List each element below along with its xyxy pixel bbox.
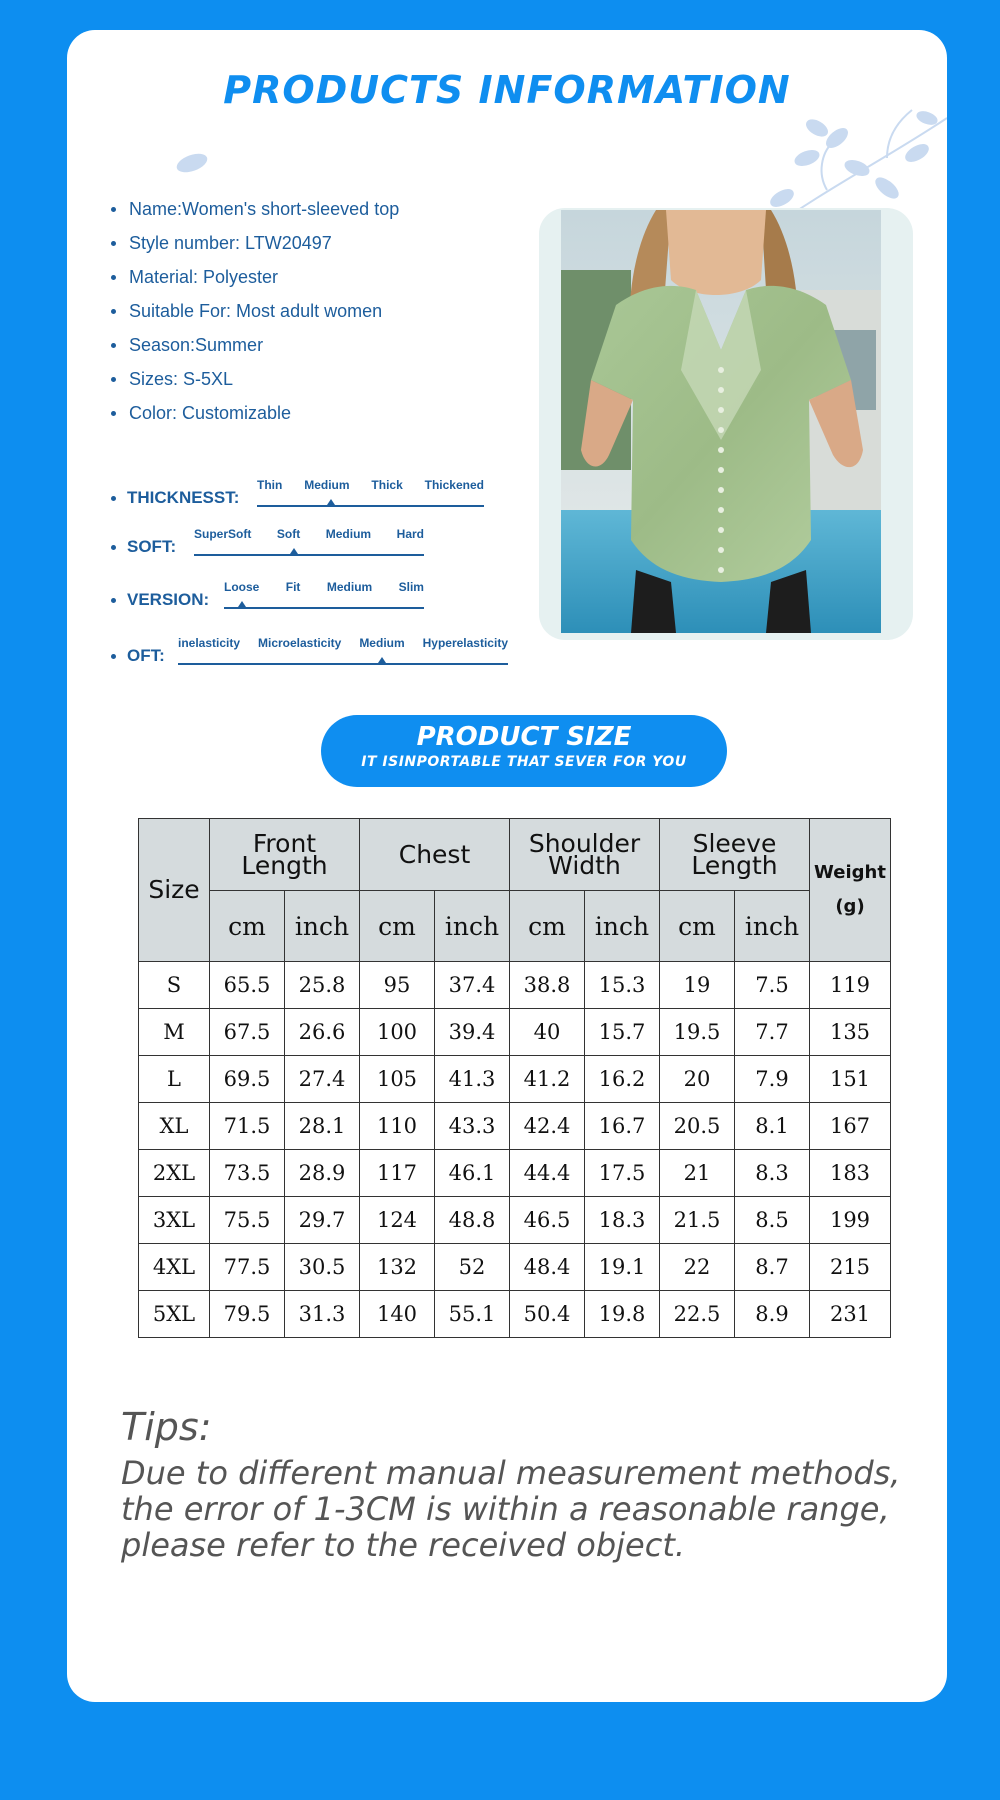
size-cell: S bbox=[139, 962, 210, 1009]
table-cell: 48.4 bbox=[510, 1244, 585, 1291]
table-cell: 31.3 bbox=[285, 1291, 360, 1338]
table-cell: 50.4 bbox=[510, 1291, 585, 1338]
size-table bbox=[138, 818, 891, 1338]
product-size-banner bbox=[321, 715, 727, 787]
table-cell: 48.8 bbox=[435, 1197, 510, 1244]
table-cell: 199 bbox=[810, 1197, 891, 1244]
scale-marker bbox=[327, 499, 335, 505]
scale-line bbox=[224, 607, 424, 609]
table-cell: 37.4 bbox=[435, 962, 510, 1009]
scale-line bbox=[194, 554, 424, 556]
size-cell: 2XL bbox=[139, 1150, 210, 1197]
size-header: Size bbox=[139, 819, 210, 962]
table-cell: 15.3 bbox=[585, 962, 660, 1009]
table-cell: 67.5 bbox=[210, 1009, 285, 1056]
table-row bbox=[139, 1056, 891, 1103]
info-suitable-for: Suitable For: Most adult women bbox=[111, 294, 399, 328]
product-photo bbox=[561, 210, 881, 633]
table-cell: 69.5 bbox=[210, 1056, 285, 1103]
scale-line bbox=[257, 505, 484, 507]
table-cell: 231 bbox=[810, 1291, 891, 1338]
scale-option: Fit bbox=[285, 580, 301, 594]
oft-label: OFT: bbox=[111, 646, 165, 666]
info-style-number: Style number: LTW20497 bbox=[111, 226, 399, 260]
table-cell: 22.5 bbox=[660, 1291, 735, 1338]
table-cell: 18.3 bbox=[585, 1197, 660, 1244]
table-cell: 26.6 bbox=[285, 1009, 360, 1056]
page-title: PRODUCTS INFORMATION bbox=[223, 68, 791, 112]
product-size-subtitle: IT ISINPORTABLE THAT SEVER FOR YOU bbox=[361, 754, 687, 770]
unit-inch: inch bbox=[435, 891, 510, 962]
table-cell: 46.1 bbox=[435, 1150, 510, 1197]
table-cell: 77.5 bbox=[210, 1244, 285, 1291]
product-card bbox=[67, 30, 947, 1702]
table-row bbox=[139, 1244, 891, 1291]
scale-option: Medium bbox=[326, 580, 373, 594]
shoulder-width-header: Shoulder Width bbox=[510, 819, 660, 891]
product-info-list bbox=[111, 192, 399, 430]
soft-scale bbox=[111, 527, 511, 567]
table-cell: 16.7 bbox=[585, 1103, 660, 1150]
unit-inch: inch bbox=[735, 891, 810, 962]
size-cell: L bbox=[139, 1056, 210, 1103]
scale-option: SuperSoft bbox=[194, 527, 252, 541]
size-cell: 4XL bbox=[139, 1244, 210, 1291]
tips-body: Due to different manual measurement methods, the error of 1-3CM is within a reasonable range, please refer to the received object. bbox=[121, 1454, 901, 1564]
table-cell: 46.5 bbox=[510, 1197, 585, 1244]
unit-cm: cm bbox=[660, 891, 735, 962]
table-cell: 110 bbox=[360, 1103, 435, 1150]
table-cell: 38.8 bbox=[510, 962, 585, 1009]
table-cell: 65.5 bbox=[210, 962, 285, 1009]
table-cell: 7.5 bbox=[735, 962, 810, 1009]
table-cell: 79.5 bbox=[210, 1291, 285, 1338]
info-color: Color: Customizable bbox=[111, 396, 399, 430]
weight-header: Weight (g) bbox=[810, 819, 891, 962]
front-length-header: Front Length bbox=[210, 819, 360, 891]
table-cell: 117 bbox=[360, 1150, 435, 1197]
table-cell: 105 bbox=[360, 1056, 435, 1103]
size-cell: M bbox=[139, 1009, 210, 1056]
tips-section bbox=[121, 1405, 921, 1563]
table-cell: 183 bbox=[810, 1150, 891, 1197]
table-cell: 8.3 bbox=[735, 1150, 810, 1197]
thickness-scale bbox=[111, 478, 511, 518]
table-cell: 73.5 bbox=[210, 1150, 285, 1197]
thickness-label: THICKNESST: bbox=[111, 488, 239, 508]
table-cell: 7.7 bbox=[735, 1009, 810, 1056]
size-cell: XL bbox=[139, 1103, 210, 1150]
table-cell: 7.9 bbox=[735, 1056, 810, 1103]
table-cell: 22 bbox=[660, 1244, 735, 1291]
scale-option: Thick bbox=[371, 478, 403, 492]
table-cell: 8.7 bbox=[735, 1244, 810, 1291]
table-cell: 19.1 bbox=[585, 1244, 660, 1291]
unit-inch: inch bbox=[585, 891, 660, 962]
table-cell: 132 bbox=[360, 1244, 435, 1291]
table-cell: 52 bbox=[435, 1244, 510, 1291]
table-cell: 42.4 bbox=[510, 1103, 585, 1150]
scale-marker bbox=[378, 657, 386, 663]
sleeve-length-header: Sleeve Length bbox=[660, 819, 810, 891]
scale-option: Loose bbox=[224, 580, 260, 594]
table-cell: 16.2 bbox=[585, 1056, 660, 1103]
table-cell: 39.4 bbox=[435, 1009, 510, 1056]
chest-header: Chest bbox=[360, 819, 510, 891]
unit-cm: cm bbox=[360, 891, 435, 962]
table-cell: 19.8 bbox=[585, 1291, 660, 1338]
scale-option: Medium bbox=[304, 478, 350, 492]
scale-option: Thin bbox=[257, 478, 283, 492]
size-cell: 5XL bbox=[139, 1291, 210, 1338]
table-cell: 20 bbox=[660, 1056, 735, 1103]
scale-marker bbox=[238, 601, 246, 607]
scale-option: Medium bbox=[359, 636, 405, 650]
table-cell: 17.5 bbox=[585, 1150, 660, 1197]
table-cell: 15.7 bbox=[585, 1009, 660, 1056]
table-cell: 19 bbox=[660, 962, 735, 1009]
unit-cm: cm bbox=[510, 891, 585, 962]
table-cell: 41.2 bbox=[510, 1056, 585, 1103]
scale-option: Medium bbox=[325, 527, 372, 541]
table-cell: 151 bbox=[810, 1056, 891, 1103]
info-season: Season:Summer bbox=[111, 328, 399, 362]
table-cell: 8.5 bbox=[735, 1197, 810, 1244]
table-cell: 8.1 bbox=[735, 1103, 810, 1150]
scale-option: Microelasticity bbox=[257, 636, 342, 650]
table-cell: 140 bbox=[360, 1291, 435, 1338]
table-cell: 20.5 bbox=[660, 1103, 735, 1150]
unit-inch: inch bbox=[285, 891, 360, 962]
table-row bbox=[139, 1103, 891, 1150]
table-cell: 21.5 bbox=[660, 1197, 735, 1244]
table-cell: 95 bbox=[360, 962, 435, 1009]
table-cell: 44.4 bbox=[510, 1150, 585, 1197]
table-cell: 25.8 bbox=[285, 962, 360, 1009]
table-cell: 135 bbox=[810, 1009, 891, 1056]
tips-title: Tips: bbox=[121, 1405, 212, 1449]
leaf-decoration bbox=[167, 148, 217, 178]
table-cell: 55.1 bbox=[435, 1291, 510, 1338]
scale-marker bbox=[290, 548, 298, 554]
scale-option: Hyperelasticity bbox=[422, 636, 508, 650]
table-cell: 30.5 bbox=[285, 1244, 360, 1291]
table-cell: 28.1 bbox=[285, 1103, 360, 1150]
table-row bbox=[139, 1197, 891, 1244]
table-cell: 43.3 bbox=[435, 1103, 510, 1150]
scale-option: inelasticity bbox=[178, 636, 241, 650]
size-cell: 3XL bbox=[139, 1197, 210, 1244]
table-cell: 21 bbox=[660, 1150, 735, 1197]
table-cell: 75.5 bbox=[210, 1197, 285, 1244]
table-cell: 119 bbox=[810, 962, 891, 1009]
scale-option: Hard bbox=[396, 527, 424, 541]
info-sizes: Sizes: S-5XL bbox=[111, 362, 399, 396]
table-cell: 71.5 bbox=[210, 1103, 285, 1150]
size-table-body bbox=[139, 962, 891, 1338]
table-cell: 215 bbox=[810, 1244, 891, 1291]
table-row bbox=[139, 1291, 891, 1338]
table-cell: 8.9 bbox=[735, 1291, 810, 1338]
table-row bbox=[139, 1009, 891, 1056]
oft-scale bbox=[111, 636, 551, 676]
scale-option: Slim bbox=[398, 580, 424, 594]
table-cell: 100 bbox=[360, 1009, 435, 1056]
version-label: VERSION: bbox=[111, 590, 209, 610]
scale-line bbox=[178, 663, 508, 665]
table-cell: 124 bbox=[360, 1197, 435, 1244]
scale-option: Thickened bbox=[424, 478, 484, 492]
product-size-title: PRODUCT SIZE bbox=[416, 722, 632, 752]
info-name: Name:Women's short-sleeved top bbox=[111, 192, 399, 226]
table-cell: 27.4 bbox=[285, 1056, 360, 1103]
table-cell: 41.3 bbox=[435, 1056, 510, 1103]
table-row bbox=[139, 1150, 891, 1197]
info-material: Material: Polyester bbox=[111, 260, 399, 294]
table-cell: 167 bbox=[810, 1103, 891, 1150]
table-cell: 29.7 bbox=[285, 1197, 360, 1244]
version-scale bbox=[111, 580, 511, 620]
soft-label: SOFT: bbox=[111, 537, 176, 557]
table-cell: 40 bbox=[510, 1009, 585, 1056]
table-row bbox=[139, 962, 891, 1009]
table-cell: 28.9 bbox=[285, 1150, 360, 1197]
unit-cm: cm bbox=[210, 891, 285, 962]
scale-option: Soft bbox=[276, 527, 301, 541]
table-cell: 19.5 bbox=[660, 1009, 735, 1056]
